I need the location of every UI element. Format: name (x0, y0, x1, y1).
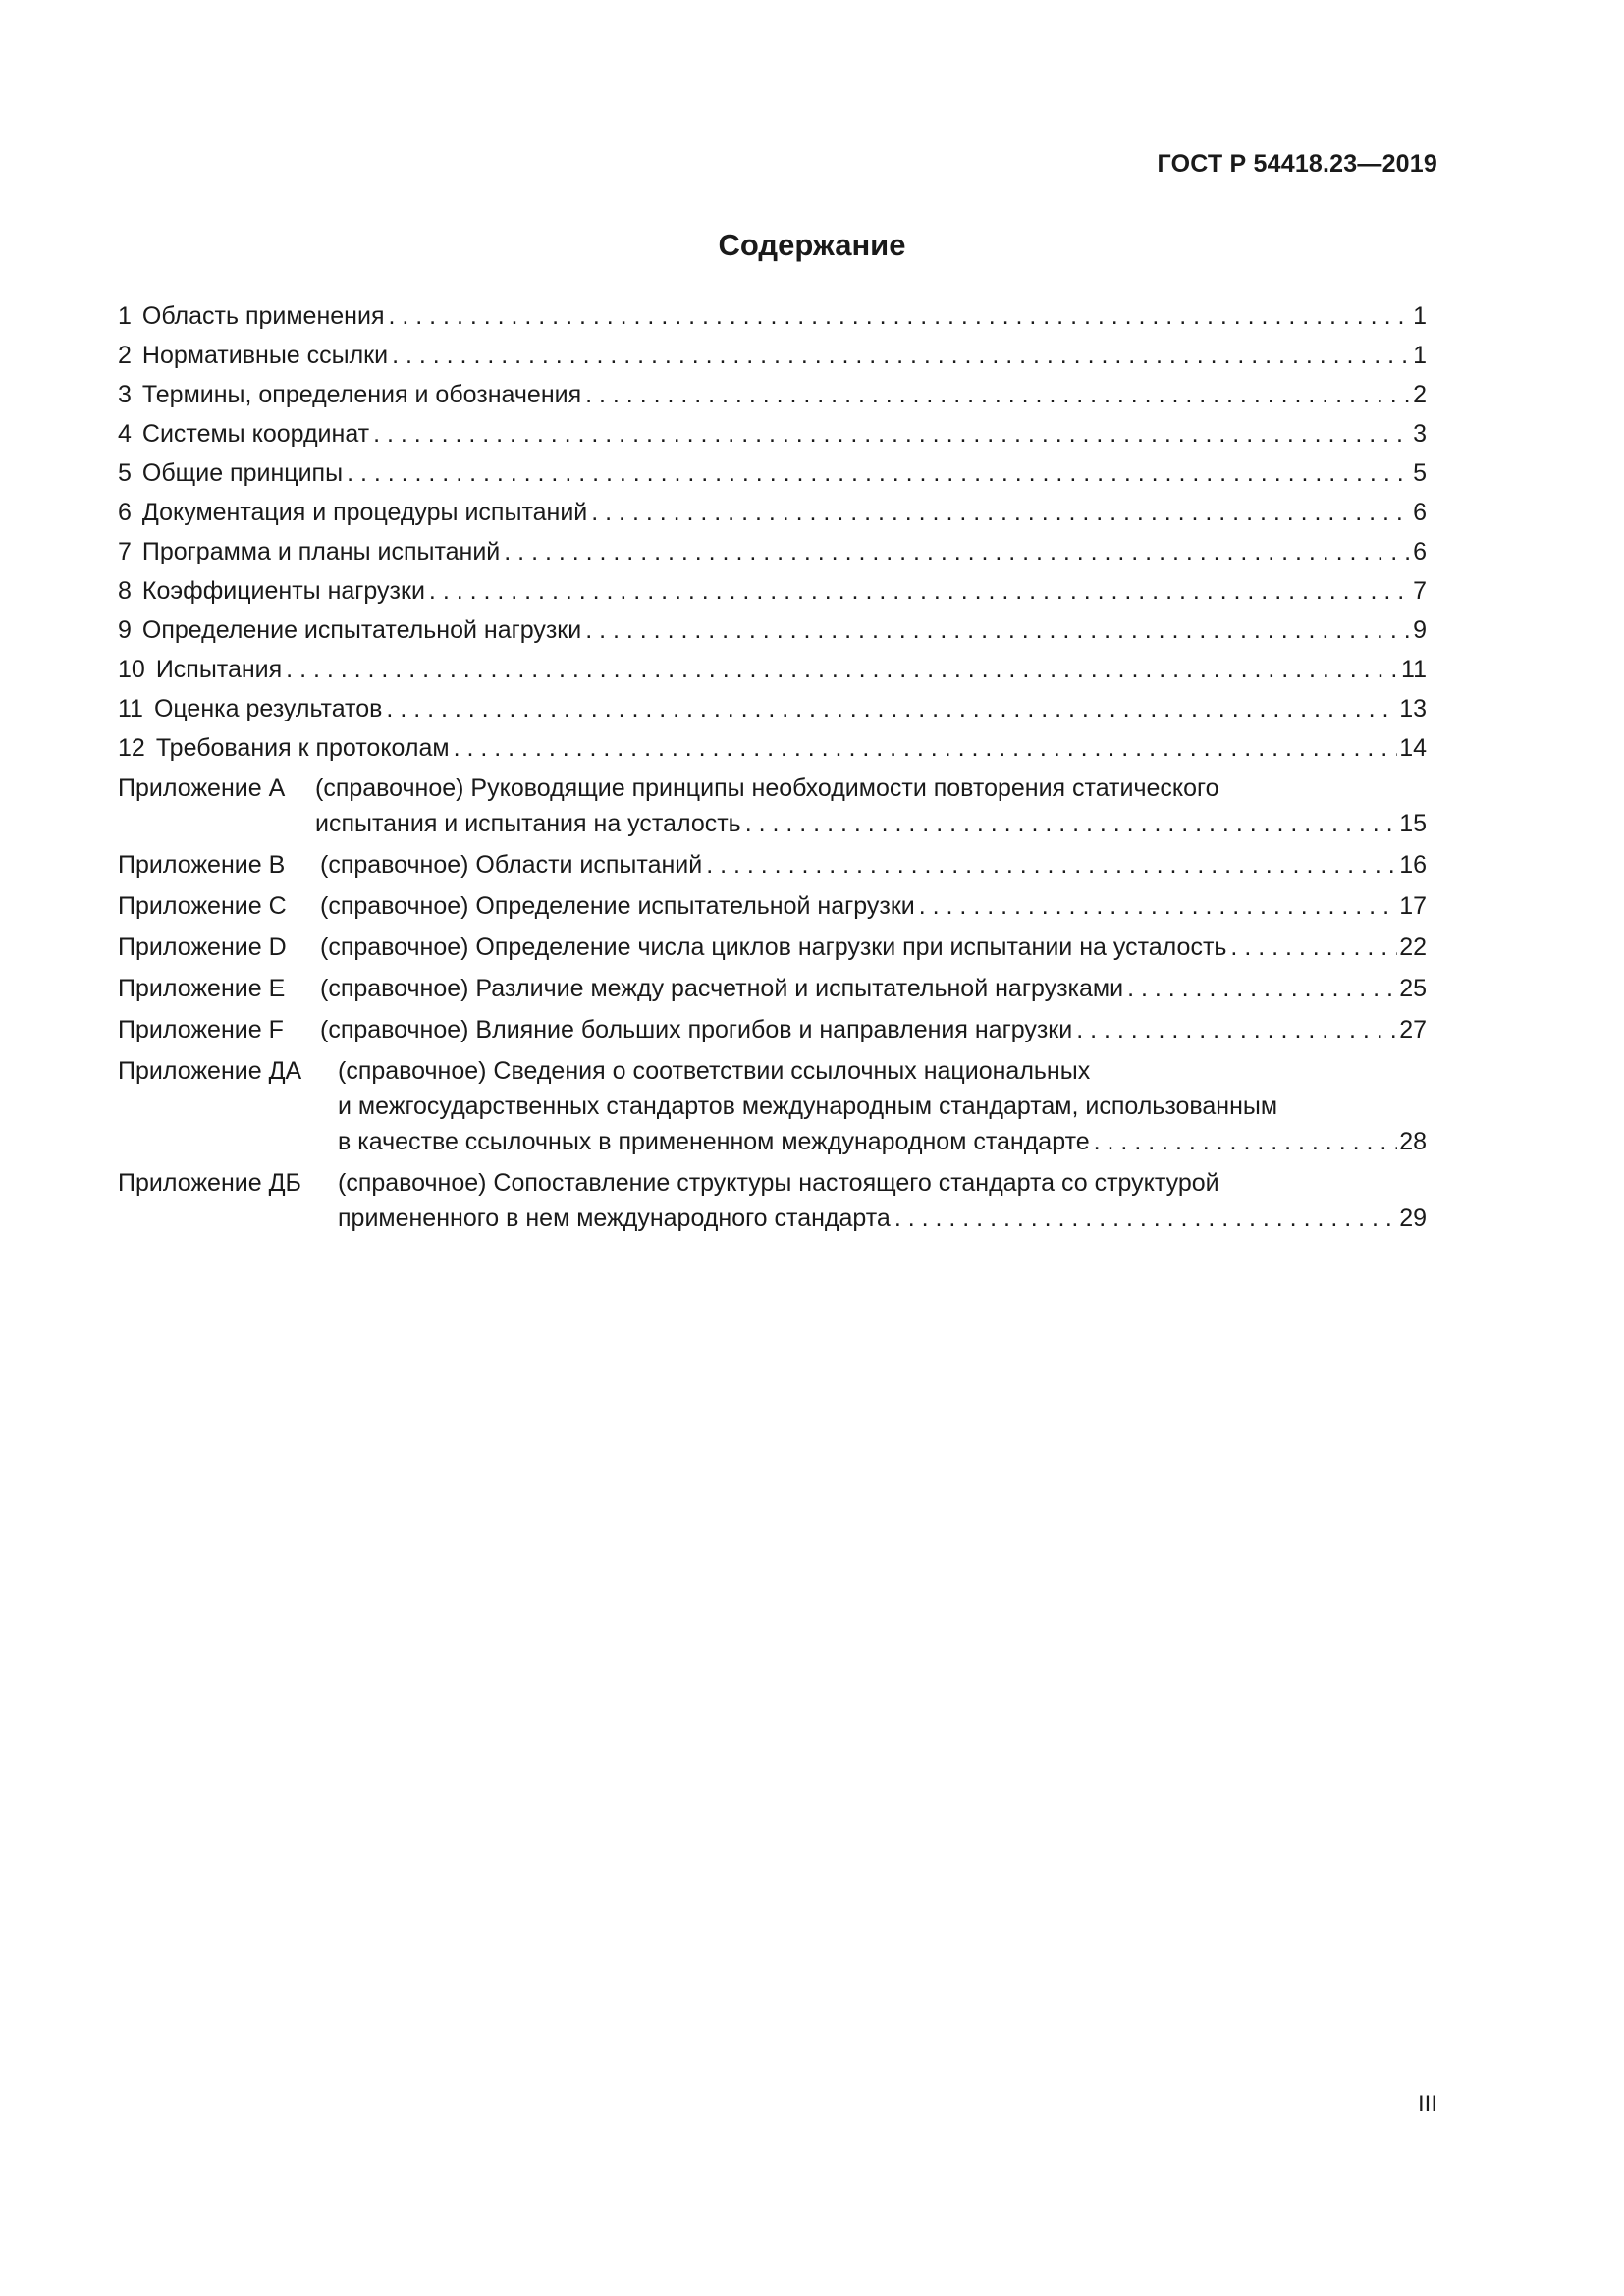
toc-entry[interactable] (118, 571, 1427, 611)
toc-title: Термины, определения и обозначения (141, 381, 582, 408)
toc-number: 4 (118, 420, 132, 448)
dot-leader (702, 847, 1397, 882)
toc-title: Испытания (155, 656, 283, 683)
appendix-label: Приложение ДБ (118, 1169, 301, 1197)
toc-page: 5 (1413, 459, 1427, 487)
toc-title: Нормативные ссылки (141, 342, 389, 369)
toc-number: 11 (118, 695, 143, 722)
appendix-label: Приложение С (118, 892, 287, 920)
appendix-entry-b[interactable] (118, 847, 1427, 882)
appendix-title-line: (справочное) Руководящие принципы необходимости повторения статического (315, 774, 1219, 802)
appendix-label: Приложение Е (118, 975, 286, 1002)
appendix-title-line: примененного в нем международного стандарта (338, 1204, 891, 1232)
dot-leader (500, 532, 1411, 571)
dot-leader (388, 336, 1411, 375)
toc-title: Документация и процедуры испытаний (141, 499, 588, 526)
dot-leader (1226, 930, 1397, 965)
appendix-label: Приложение F (118, 1016, 284, 1043)
dot-leader (581, 375, 1411, 414)
toc-page: 6 (1413, 499, 1427, 526)
toc-entry[interactable] (118, 414, 1427, 454)
appendix-page: 28 (1399, 1128, 1427, 1155)
toc-number: 1 (118, 302, 132, 330)
toc-number: 9 (118, 616, 132, 644)
appendix-title-line: (справочное) Различие между расчетной и испытательной нагрузками (320, 975, 1124, 1002)
dot-leader (282, 650, 1399, 689)
toc-entry[interactable] (118, 728, 1427, 768)
appendix-page: 29 (1399, 1204, 1427, 1232)
toc-page: 3 (1413, 420, 1427, 448)
dot-leader (343, 454, 1411, 493)
appendix-title-line: (справочное) Области испытаний (320, 851, 703, 879)
dot-leader (384, 296, 1411, 336)
toc-title: Системы координат (141, 420, 370, 448)
toc-page: 7 (1413, 577, 1427, 605)
toc-entry[interactable] (118, 611, 1427, 650)
appendix-page: 25 (1399, 975, 1427, 1002)
dot-leader (369, 414, 1411, 454)
dot-leader (915, 888, 1397, 924)
dot-leader (382, 689, 1397, 728)
appendix-title-line: (справочное) Сопоставление структуры настоящего стандарта со структурой (338, 1169, 1219, 1197)
table-of-contents (118, 296, 1427, 1236)
toc-number: 5 (118, 459, 132, 487)
toc-title: Общие принципы (141, 459, 344, 487)
appendix-page: 27 (1399, 1016, 1427, 1043)
dot-leader (1090, 1124, 1398, 1159)
toc-number: 7 (118, 538, 132, 565)
toc-title: Оценка результатов (153, 695, 383, 722)
appendix-page: 16 (1399, 851, 1427, 879)
appendix-title-line: в качестве ссылочных в примененном международном стандарте (338, 1128, 1090, 1155)
toc-page: 9 (1413, 616, 1427, 644)
appendix-title-line: и межгосударственных стандартов международным стандартам, использованным (338, 1093, 1278, 1120)
page-title: Содержание (718, 228, 906, 262)
toc-page: 6 (1413, 538, 1427, 565)
appendix-entry-f[interactable] (118, 1012, 1427, 1047)
toc-entry[interactable] (118, 336, 1427, 375)
toc-title: Определение испытательной нагрузки (141, 616, 582, 644)
appendix-title-line: (справочное) Сведения о соответствии ссылочных национальных (338, 1057, 1091, 1085)
toc-number: 3 (118, 381, 132, 408)
appendix-entry-da[interactable] (118, 1053, 1427, 1159)
toc-title: Коэффициенты нагрузки (141, 577, 425, 605)
toc-entry[interactable] (118, 689, 1427, 728)
toc-entry[interactable] (118, 532, 1427, 571)
appendix-entry-db[interactable] (118, 1165, 1427, 1236)
appendix-title-line: испытания и испытания на усталость (315, 810, 741, 837)
toc-title: Область применения (141, 302, 385, 330)
toc-number: 2 (118, 342, 132, 369)
toc-page: 1 (1413, 342, 1427, 369)
appendix-entry-e[interactable] (118, 971, 1427, 1006)
dot-leader (741, 806, 1397, 841)
appendix-label: Приложение А (118, 774, 286, 802)
page-number: III (1417, 2091, 1437, 2117)
dot-leader (587, 493, 1411, 532)
dot-leader (425, 571, 1411, 611)
toc-page: 1 (1413, 302, 1427, 330)
toc-entry[interactable] (118, 375, 1427, 414)
appendix-page: 17 (1399, 892, 1427, 920)
dot-leader (450, 728, 1398, 768)
toc-page: 2 (1413, 381, 1427, 408)
toc-number: 8 (118, 577, 132, 605)
toc-page: 11 (1401, 656, 1427, 683)
document-code: ГОСТ Р 54418.23—2019 (1157, 150, 1437, 178)
appendix-page: 15 (1399, 810, 1427, 837)
toc-number: 6 (118, 499, 132, 526)
appendix-entry-a[interactable] (118, 771, 1427, 841)
dot-leader (891, 1201, 1397, 1236)
toc-entry[interactable] (118, 493, 1427, 532)
appendix-title-line: (справочное) Определение испытательной нагрузки (320, 892, 915, 920)
appendix-label: Приложение ДА (118, 1057, 302, 1085)
appendix-title-line: (справочное) Определение числа циклов нагрузки при испытании на усталость (320, 934, 1227, 961)
toc-page: 13 (1399, 695, 1427, 722)
toc-title: Программа и планы испытаний (141, 538, 501, 565)
appendix-entry-d[interactable] (118, 930, 1427, 965)
toc-entry[interactable] (118, 296, 1427, 336)
toc-entry[interactable] (118, 454, 1427, 493)
toc-entry[interactable] (118, 650, 1427, 689)
toc-page: 14 (1399, 734, 1427, 762)
appendix-label: Приложение В (118, 851, 286, 879)
appendix-title-line: (справочное) Влияние больших прогибов и направления нагрузки (320, 1016, 1073, 1043)
appendix-label: Приложение D (118, 934, 287, 961)
appendix-page: 22 (1399, 934, 1427, 961)
toc-number: 10 (118, 656, 145, 683)
dot-leader (1123, 971, 1397, 1006)
toc-title: Требования к протоколам (155, 734, 450, 762)
dot-leader (581, 611, 1411, 650)
toc-number: 12 (118, 734, 145, 762)
dot-leader (1072, 1012, 1397, 1047)
appendix-entry-c[interactable] (118, 888, 1427, 924)
